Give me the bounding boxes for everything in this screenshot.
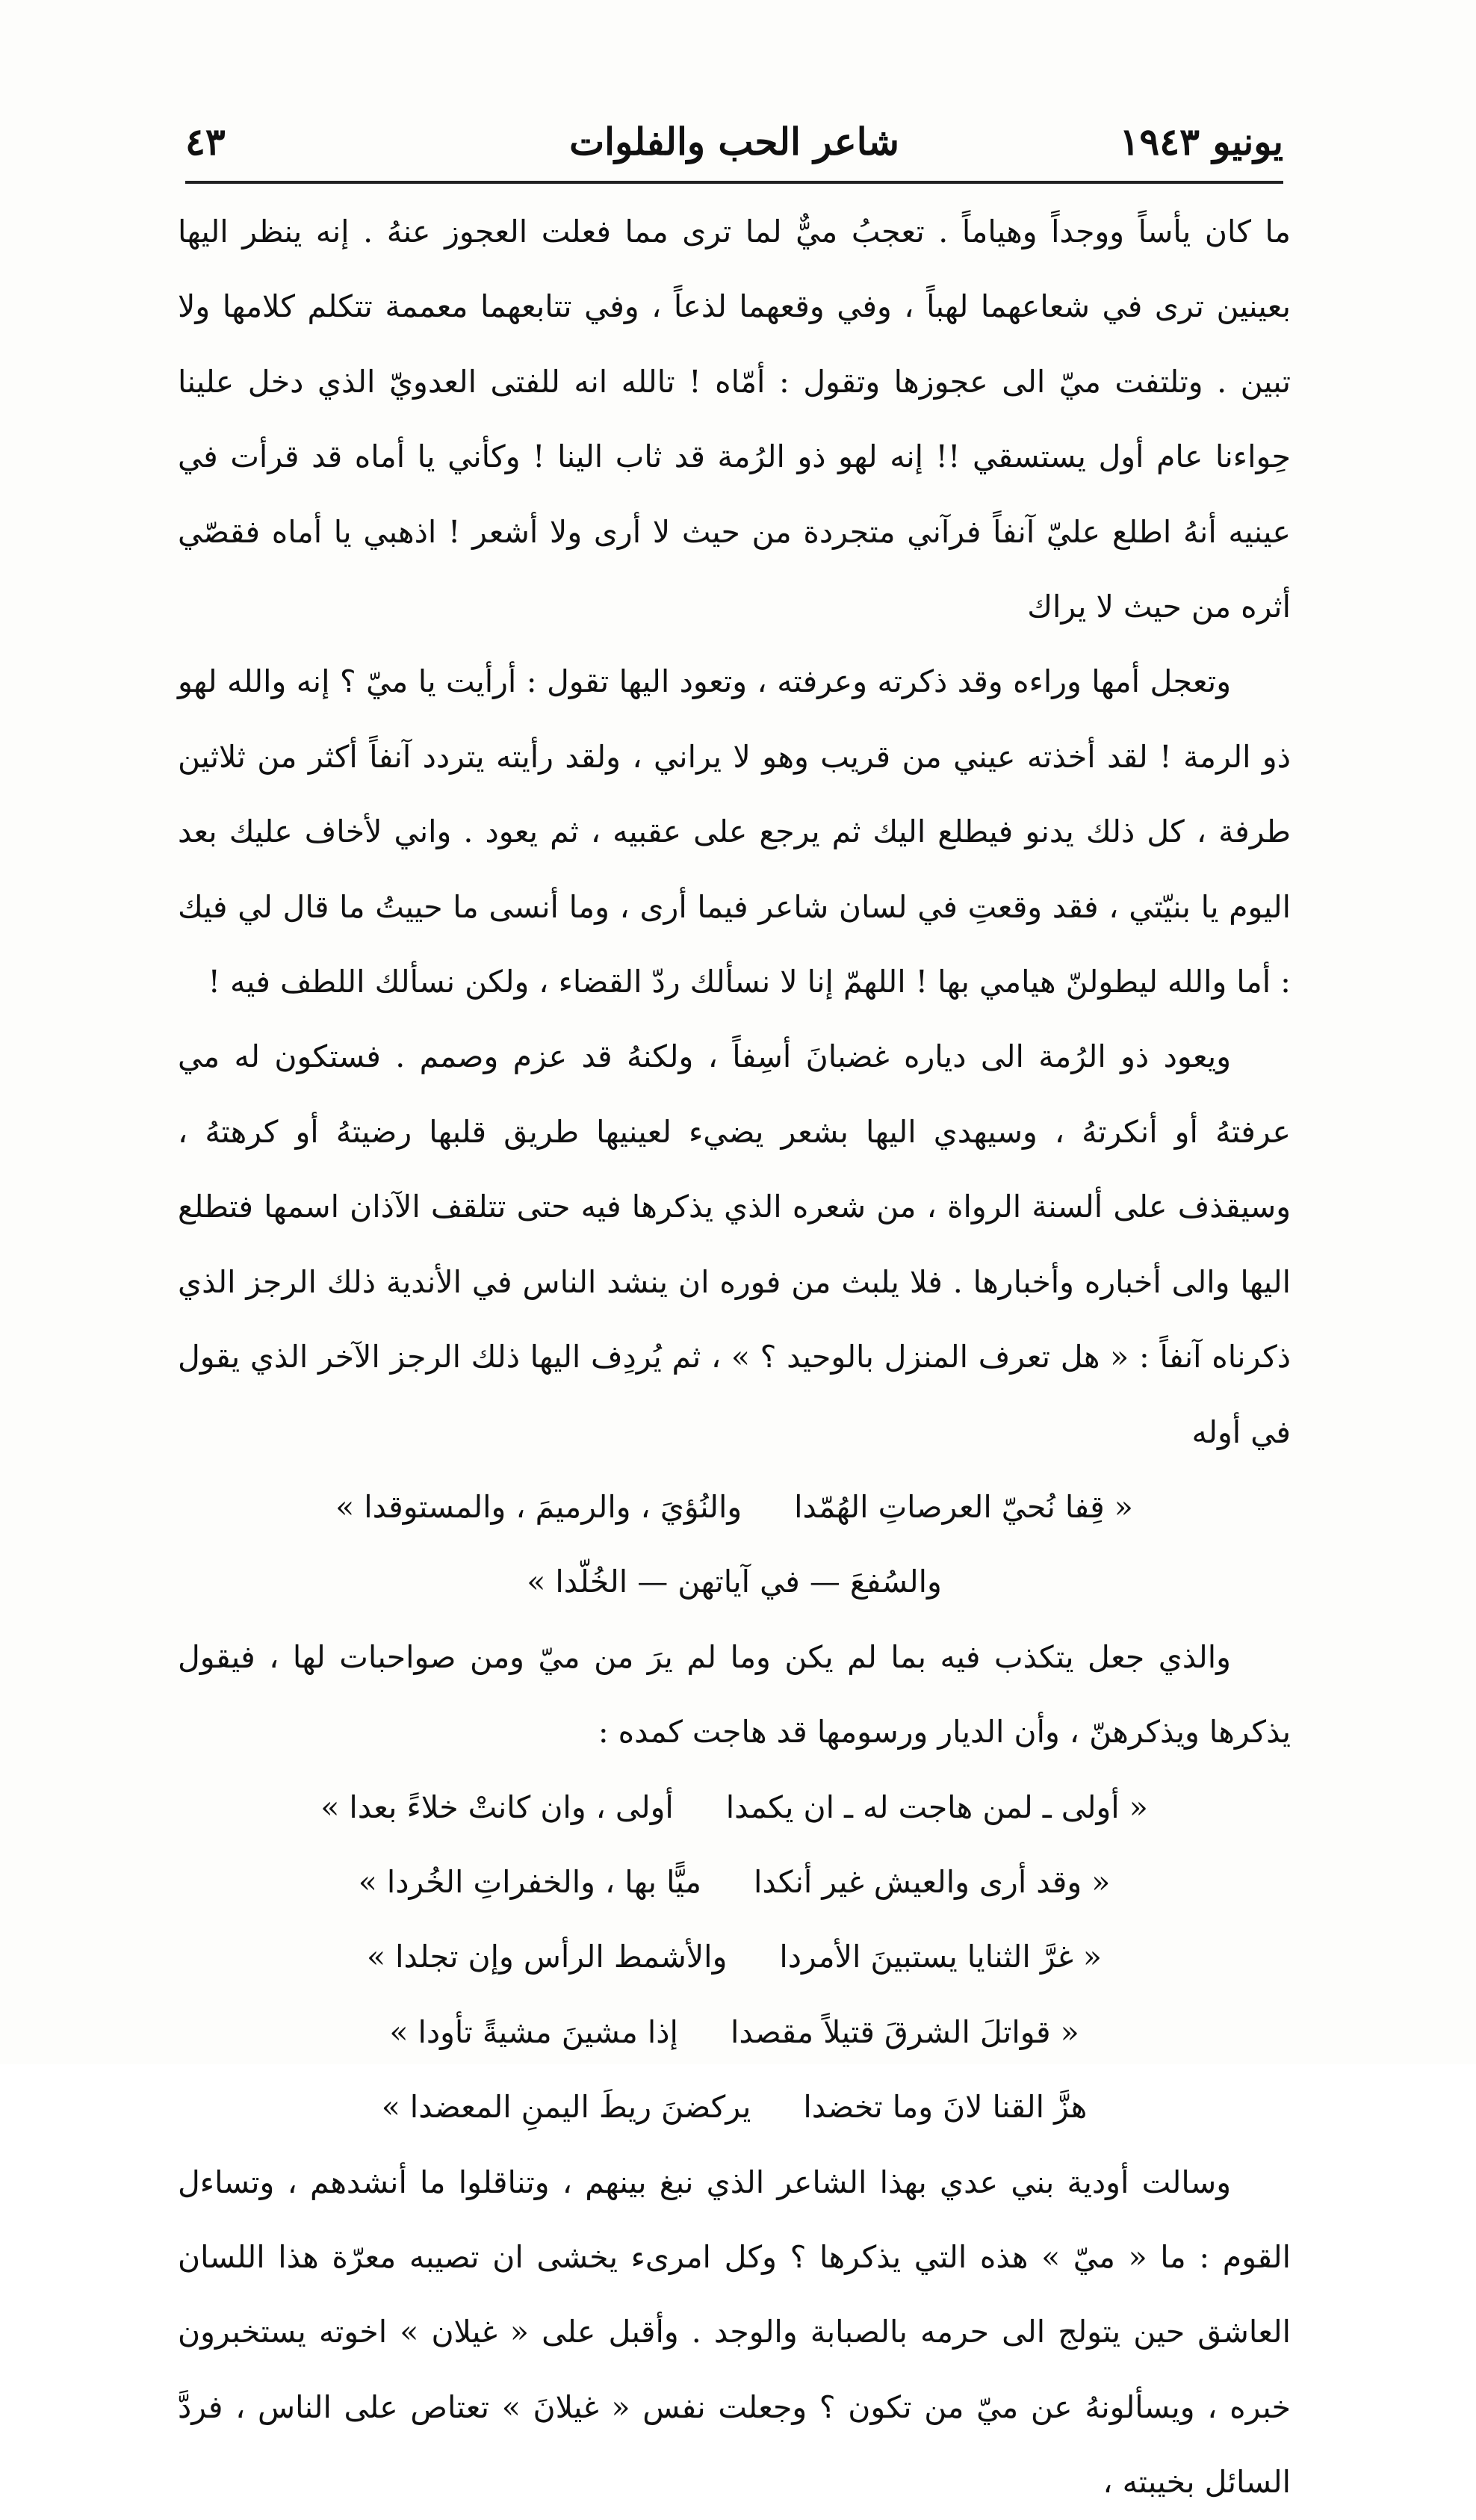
- verse-hemistich: « أولى ـ لمن هاجت له ـ ان يكمدا: [725, 1789, 1148, 1825]
- verse-line: [178, 1995, 1291, 2069]
- verse-line: [178, 1544, 1291, 1619]
- verse-hemistich: يركضنَ ريطَ اليمنِ المعضدا »: [381, 2089, 751, 2126]
- header-rule: [185, 181, 1283, 184]
- verse-line: [178, 1770, 1291, 1845]
- paragraph: وسالت أودية بني عدي بهذا الشاعر الذي نبغ بينهم ، وتناقلوا ما أنشدهم ، وتساءل القوم : ما « ميّ » هذه التي يذكرها ؟ وكل امرىء يخشى ان تصيبه معرّة هذا اللسان العاشق حين يتولج الى حرمه بالصبابة والوجد . وأقبل على « غيلان » اخوته يستخبرون خبره ، ويسألونهُ عن ميّ من تكون ؟ وجعلت نفس « غيلانَ » تعتاص على الناس ، فردَّ السائل بخيبته ،: [178, 2164, 1291, 2501]
- verse-hemistich: « وقد أرى والعيش غير أنكدا: [753, 1863, 1111, 1900]
- verse-hemistich: « قواتلَ الشرقَ قتيلاً مقصدا: [730, 2013, 1079, 2050]
- running-title: شاعر الحب والفلوات: [569, 120, 899, 164]
- paragraph: ويعود ذو الرُمة الى دياره غضبانَ أسِفاً ، ولكنهُ قد عزم وصمم . فستكون له مي عرفتهُ أو أنكرتهُ ، وسيهدي اليها بشعر يضيء لعينيها طريق قلبها رضيتهُ أو كرهتهُ ، وسيقذف على ألسنة الرواة ، من شعره الذي يذكرها فيه حتى تتلقف الآذان اسمها فتطلع اليها والى أخباره وأخبارها . فلا يلبث من فوره ان ينشد الناس في الأندية ذلك الرجز الذي ذكرناه آنفاً : « هل تعرف المنزل بالوحيد ؟ » ، ثم يُردِف اليها ذلك الرجز الآخر الذي يقول في أوله: [178, 1038, 1291, 1450]
- page-header: [185, 112, 1283, 172]
- verse-hemistich: والسُفعَ — في آياتهن — الخُلّدا »: [527, 1564, 942, 1600]
- verse-line: [178, 2069, 1291, 2144]
- article-body: [178, 194, 1291, 2520]
- paragraph: ما كان يأساً ووجداً وهياماً . تعجبُ ميٌّ لما ترى مما فعلت العجوز عنهُ . إنه ينظر اليها بعينين ترى في شعاعهما لهباً ، وفي وقعهما لذعاً ، وفي تتابعهما معممة تتكلم كلامها ولا تبين . وتلتفت ميّ الى عجوزها وتقول : أمّاه ! تالله انه للفتى العدويّ الذي دخل علينا حِواءنا عام أول يستسقي !! إنه لهو ذو الرُمة قد ثاب الينا ! وكأني يا أماه قد قرأت في عينيه أنهُ اطلع عليّ آنفاً فرآني متجردة من حيث لا أرى ولا أشعر ! اذهبي يا أماه فقصّي أثره من حيث لا يراك: [178, 214, 1291, 625]
- verse-hemistich: هزَّ القنا لانَ وما تخضدا: [803, 2089, 1088, 2126]
- verse-hemistich: أولى ، وان كانتْ خلاءً بعدا »: [320, 1789, 674, 1825]
- verse-line: [178, 1470, 1291, 1544]
- verse-block: [178, 1470, 1291, 1620]
- verse-line: [178, 1845, 1291, 1919]
- verse-hemistich: « غرَّ الثنايا يستبينَ الأمردا: [779, 1939, 1102, 1975]
- verse-hemistich: والنُؤيَ ، والرميمَ ، والمستوقدا »: [335, 1488, 742, 1525]
- verse-line: [178, 1919, 1291, 1994]
- paragraph: والذي جعل يتكذب فيه بما لم يكن وما لم يرَ من ميّ ومن صواحبات لها ، فيقول يذكرها ويذكرهنّ ، وأن الديار ورسومها قد هاجت كمده :: [178, 1638, 1291, 1750]
- paragraph: وتعجل أمها وراءه وقد ذكرته وعرفته ، وتعود اليها تقول : أرأيت يا ميّ ؟ إنه والله لهو ذو الرمة ! لقد أخذته عيني من قريب وهو لا يراني ، ولقد رأيته يتردد آنفاً أكثر من ثلاثين طرفة ، كل ذلك يدنو فيطلع اليك ثم يرجع على عقبيه ، ثم يعود . واني لأخاف عليك بعد اليوم يا بنيّتي ، فقد وقعتِ في لسان شاعر فيما أرى ، وما أنسى ما حييتُ ما قال لي فيك : أما والله ليطولنّ هيامي بها ! اللهمّ إنا لا نسألك ردّ القضاء ، ولكن نسألك اللطف فيه !: [178, 663, 1291, 1000]
- verse-block: [178, 1770, 1291, 2145]
- verse-hemistich: « قِفا نُحيّ العرصاتِ الهُمّدا: [794, 1488, 1133, 1525]
- verse-hemistich: إذا مشينَ مشيةً تأودا »: [389, 2013, 678, 2050]
- verse-hemistich: والأشمط الرأس وإن تجلدا »: [367, 1939, 728, 1975]
- verse-hemistich: ميًّا بها ، والخفراتِ الخُردا »: [358, 1863, 701, 1900]
- header-date: يونيو ١٩٤٣: [1119, 120, 1283, 164]
- page-number: ٤٣: [185, 120, 226, 164]
